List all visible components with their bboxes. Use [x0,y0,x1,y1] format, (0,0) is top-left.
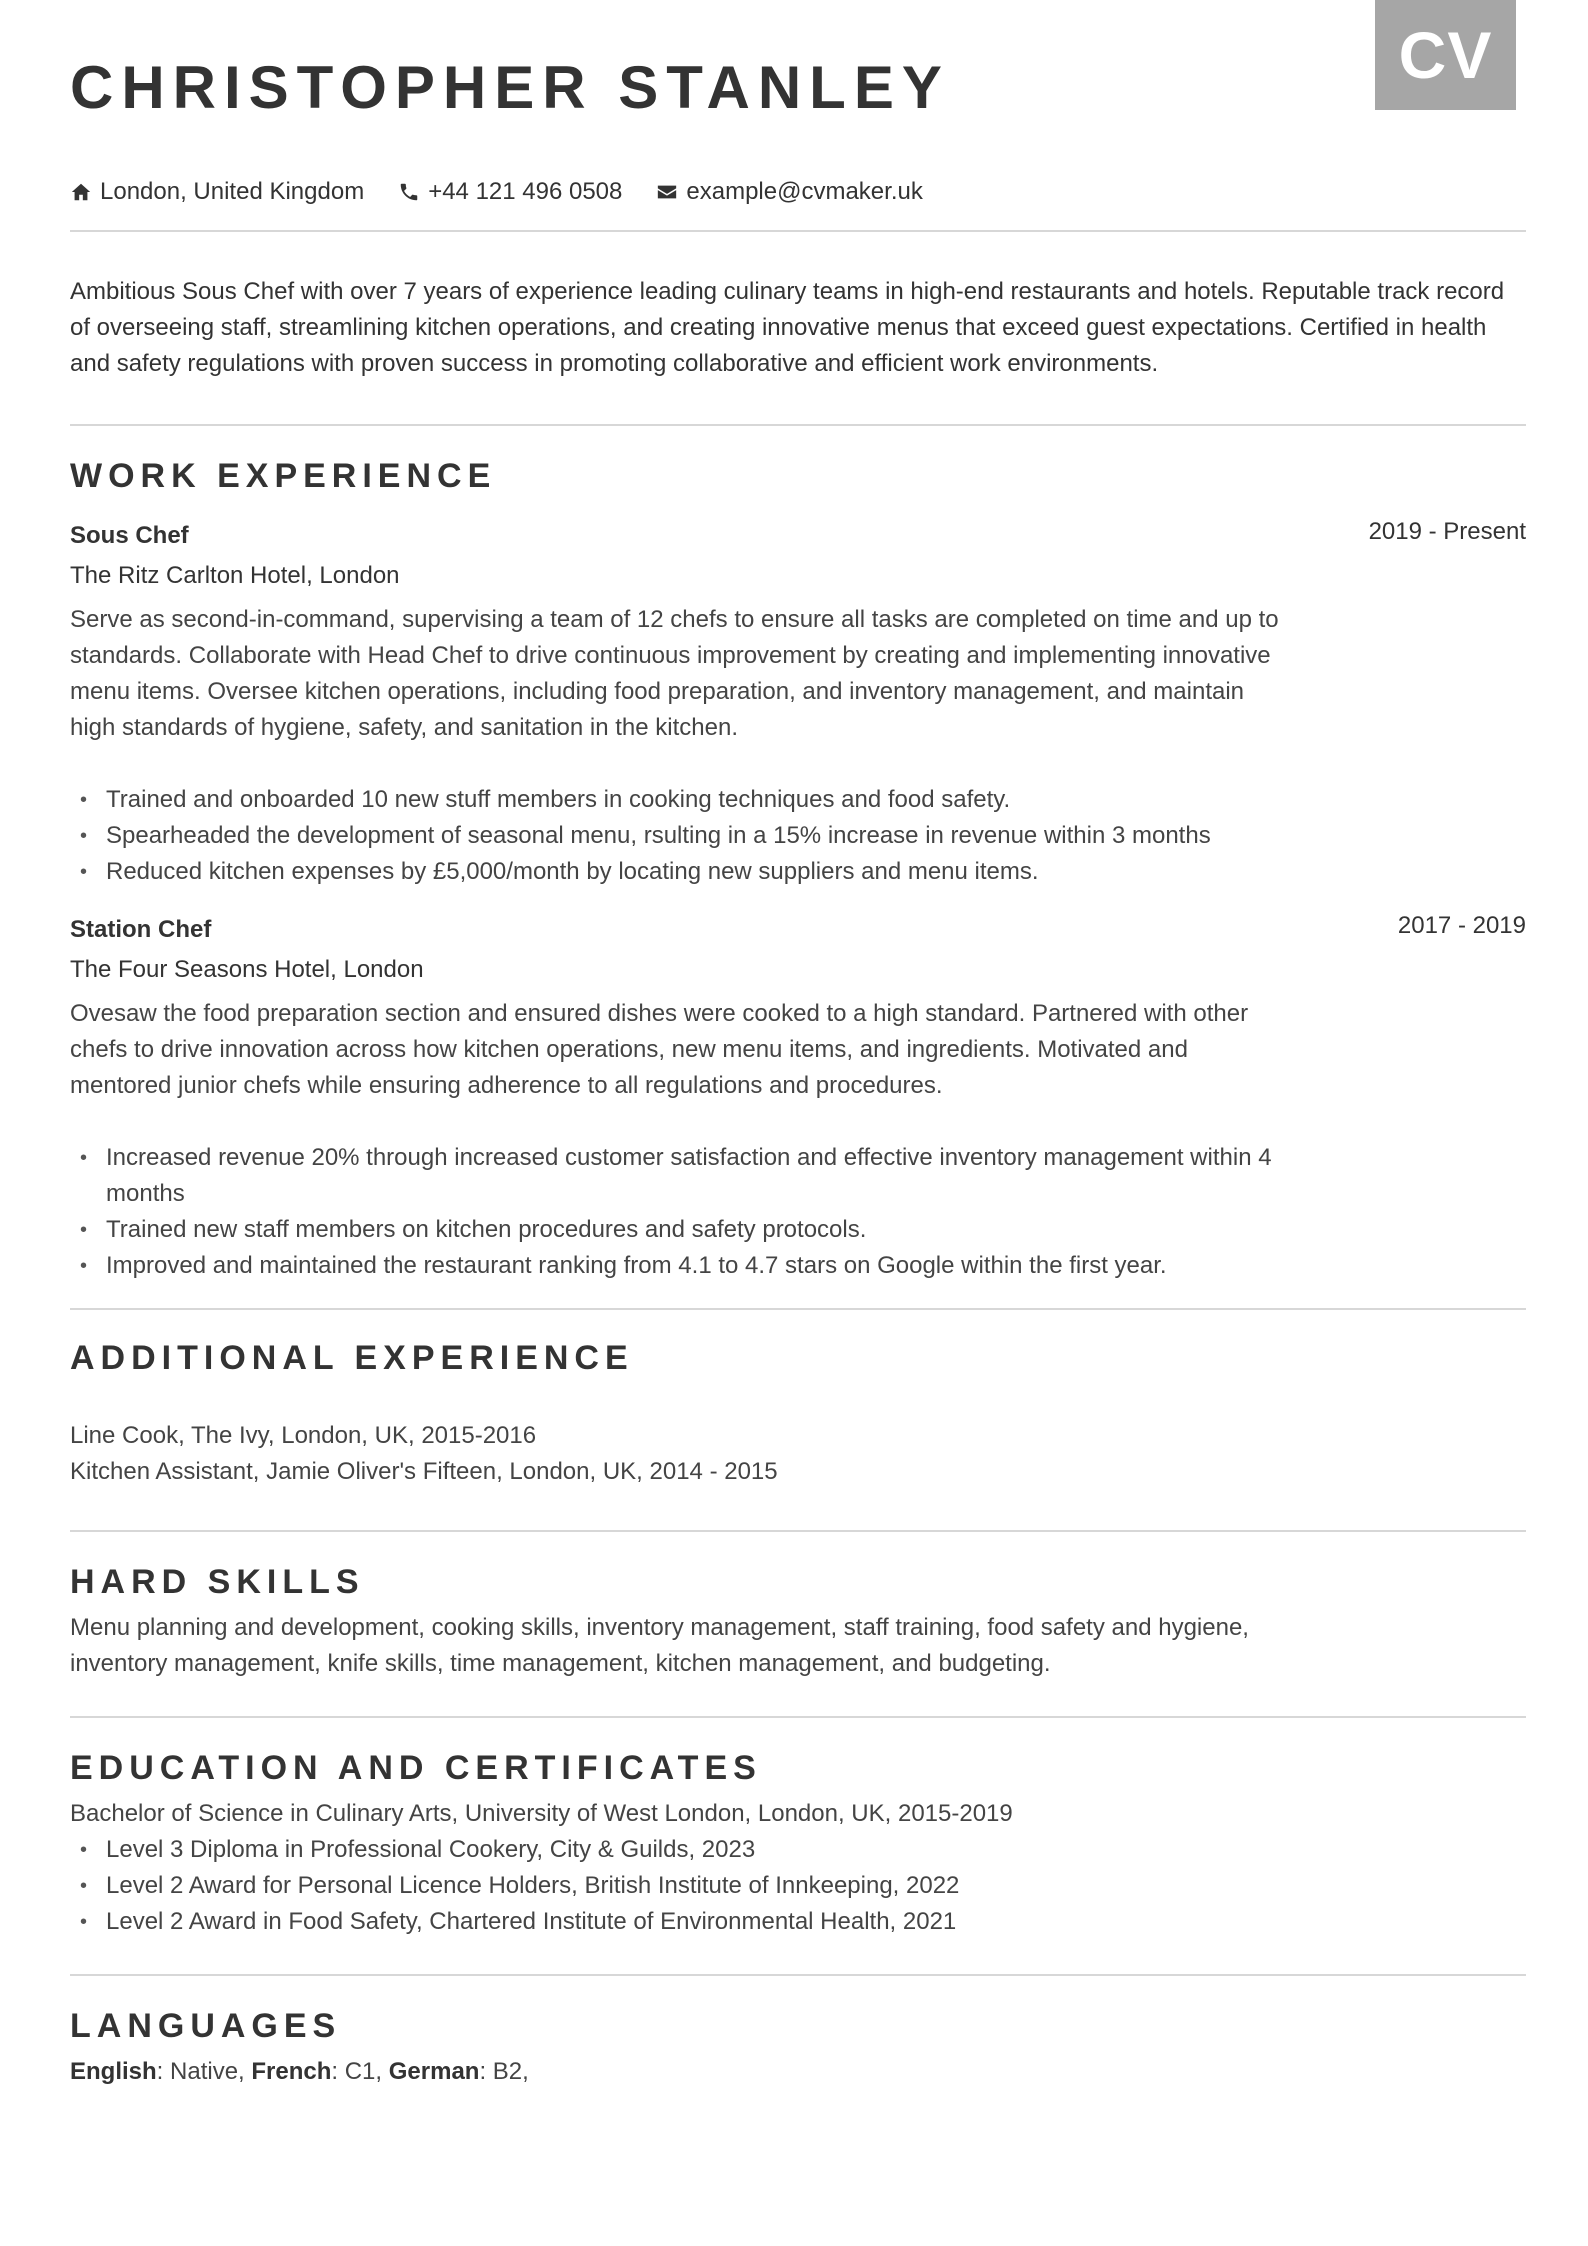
job-date: 2019 - Present [1368,518,1526,545]
additional-experience-section [70,1336,1526,1490]
job-company: The Four Seasons Hotel, London [70,956,424,983]
phone-text: +44 121 496 0508 [428,178,623,205]
contact-location [70,174,364,210]
language-name: English [70,2058,157,2085]
certificates-list [70,1832,1280,1940]
list-item: Line Cook, The Ivy, London, UK, 2015-2016 [70,1422,537,1449]
list-item: • Level 3 Diploma in Professional Cookery, City & Guilds, 2023 [70,1832,1280,1868]
home-icon [70,181,92,203]
divider [70,1308,1526,1310]
language-level: : Native, [156,2058,252,2085]
cv-badge: CV [1375,0,1516,110]
divider [70,230,1526,232]
list-item: • Trained and onboarded 10 new stuff members in cooking techniques and food safety. [70,782,1280,818]
section-title-skills: HARD SKILLS [70,1563,365,1601]
candidate-name: CHRISTOPHER STANLEY [70,54,950,121]
hard-skills-section [70,1560,1526,1682]
education-section [70,1746,1526,1940]
profile-summary: Ambitious Sous Chef with over 7 years of experience leading culinary teams in high-end restaurants and hotels. Reputable track record of overseeing staff, streamlining kitchen operations, and creating innovative menus that exceed guest expectations. Certified in health and safety regulations with proven success in promoting collaborative and efficient work environments. [70,278,1505,377]
languages-section [70,2004,1526,2090]
job-description: Ovesaw the food preparation section and ensured dishes were cooked to a high standard. Partnered with other chefs to drive innovation across how kitchen operations, new menu items, and ingredients. Motivated and mentored junior chefs while ensuring adherence to all regulations and procedures. [70,1000,1249,1099]
job-title: Sous Chef [70,522,189,549]
list-item: Kitchen Assistant, Jamie Oliver's Fifteen, London, UK, 2014 - 2015 [70,1458,778,1485]
contact-phone[interactable] [398,174,622,210]
divider [70,1716,1526,1718]
section-title-work: WORK EXPERIENCE [70,457,497,495]
contact-row [70,174,1526,210]
envelope-icon [656,181,678,203]
languages-list [70,2054,1526,2090]
job-achievements [70,1140,1280,1284]
job-description: Serve as second-in-command, supervising a team of 12 chefs to ensure all tasks are completed on time and up to standards. Collaborate with Head Chef to drive continuous improvement by creating and implementing innovative menu items. Oversee kitchen operations, including food preparation, and inventory management, and maintain high standards of hygiene, safety, and sanitation in the kitchen. [70,606,1279,741]
section-title-additional: ADDITIONAL EXPERIENCE [70,1339,634,1377]
phone-icon [398,181,420,203]
list-item: • Improved and maintained the restaurant ranking from 4.1 to 4.7 stars on Google within the first year. [70,1248,1280,1284]
language-level: : C1, [331,2058,389,2085]
list-item: • Level 2 Award for Personal Licence Holders, British Institute of Innkeeping, 2022 [70,1868,1280,1904]
job-date: 2017 - 2019 [1397,912,1526,939]
language-name: German [388,2058,480,2085]
email-text: example@cvmaker.uk [686,178,923,205]
job-company: The Ritz Carlton Hotel, London [70,562,400,589]
list-item: • Spearheaded the development of seasonal menu, rsulting in a 15% increase in revenue within 3 months [70,818,1280,854]
job-title: Station Chef [70,916,212,943]
list-item: • Level 2 Award in Food Safety, Chartered Institute of Environmental Health, 2021 [70,1904,1280,1940]
divider [70,1974,1526,1976]
list-item: • Trained new staff members on kitchen procedures and safety protocols. [70,1212,1280,1248]
degree: Bachelor of Science in Culinary Arts, University of West London, London, UK, 2015-2019 [70,1800,1013,1827]
section-title-languages: LANGUAGES [70,2007,342,2045]
divider [70,1530,1526,1532]
list-item: • Increased revenue 20% through increased customer satisfaction and effective inventory management within 4 months [70,1140,1280,1212]
section-title-education: EDUCATION AND CERTIFICATES [70,1749,762,1787]
work-experience-section [70,454,1526,1284]
contact-email[interactable] [656,174,922,210]
divider [70,424,1526,426]
additional-list [70,1418,1526,1490]
list-item: • Reduced kitchen expenses by £5,000/month by locating new suppliers and menu items. [70,854,1280,890]
job-entry [70,910,1526,1284]
job-entry [70,516,1526,890]
resume-page [70,0,1526,2090]
language-name: French [251,2058,332,2085]
location-text: London, United Kingdom [100,178,365,205]
skills-text: Menu planning and development, cooking skills, inventory management, staff training, food safety and hygiene, inventory management, knife skills, time management, kitchen management, and budgeting. [70,1614,1249,1677]
job-achievements [70,782,1280,890]
language-level: : B2, [479,2058,529,2085]
